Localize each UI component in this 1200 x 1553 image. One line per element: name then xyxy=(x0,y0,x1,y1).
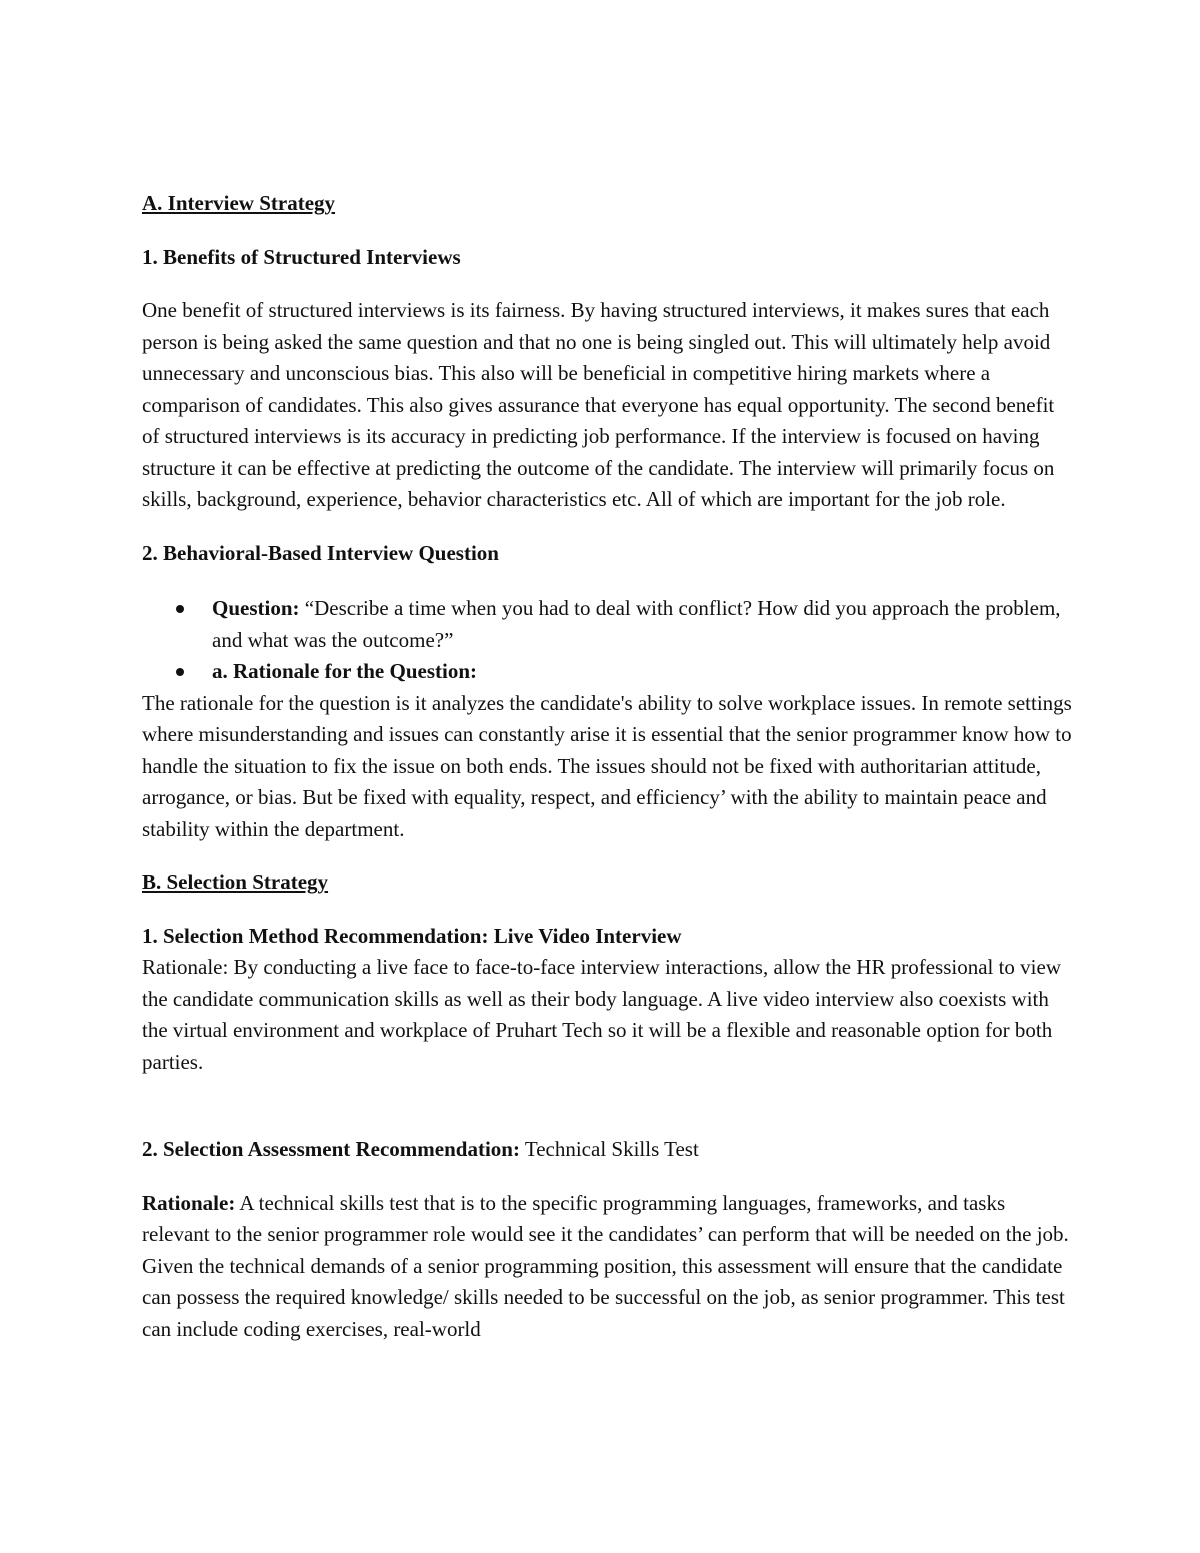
selection-assessment-heading xyxy=(142,1134,1072,1166)
question-label: Question: xyxy=(212,596,300,620)
assessment-rationale-label: Rationale: xyxy=(142,1190,236,1215)
bullet-icon xyxy=(176,605,184,613)
bullet-icon xyxy=(176,668,184,676)
question-text: “Describe a time when you had to deal with conflict? How did you approach the problem, and what was the outcome?” xyxy=(212,596,1061,652)
rationale-label: a. Rationale for the Question: xyxy=(212,659,478,683)
assessment-rationale-paragraph xyxy=(142,1188,1072,1346)
section-b-heading: B. Selection Strategy xyxy=(142,870,329,894)
section-a-heading: A. Interview Strategy xyxy=(142,191,336,215)
behavioral-question-heading: 2. Behavioral-Based Interview Question xyxy=(142,540,499,565)
selection-method-heading: 1. Selection Method Recommendation: Live Video Interview xyxy=(142,923,682,948)
assessment-heading-bold: 2. Selection Assessment Recommendation: xyxy=(142,1137,520,1161)
assessment-rationale-text: A technical skills test that is to the specific programming languages, frameworks, and tasks relevant to the senior programmer role would see it the candidates’ can perform that will be needed on the job. Given the technical demands of a senior programming position, this assessment will ensure that the candidate can possess the required knowledge/ skills needed to be successful on the job, as senior programmer. This test can include coding exercises, real-world xyxy=(142,1190,1069,1341)
question-list xyxy=(142,593,1072,688)
rationale-paragraph: The rationale for the question is it analyzes the candidate's ability to solve workplace issues. In remote settings where misunderstanding and issues can constantly arise it is essential that the senior programmer know how to handle the situation to fix the issue on both ends. The issues should not be fixed with authoritarian attitude, arrogance, or bias. But be fixed with equality, respect, and efficiency’ with the ability to maintain peace and stability within the department. xyxy=(142,690,1072,841)
benefits-heading: 1. Benefits of Structured Interviews xyxy=(142,244,461,269)
assessment-heading-plain: Technical Skills Test xyxy=(519,1137,699,1161)
selection-method-paragraph: Rationale: By conducting a live face to face-to-face interview interactions, allow the HR professional to view the candidate communication skills as well as their body language. A live video interview also coexists with the virtual environment and workplace of Pruhart Tech so it will be a flexible and reasonable option for both parties. xyxy=(142,955,1062,1074)
document-body xyxy=(142,188,1072,1345)
benefits-paragraph: One benefit of structured interviews is its fairness. By having structured interviews, it makes sures that each person is being asked the same question and that no one is being singled out. This will ultimately help avoid unnecessary and unconscious bias. This also will be beneficial in competitive hiring markets where a comparison of candidates. This also gives assurance that everyone has equal opportunity. The second benefit of structured interviews is its accuracy in predicting job performance. If the interview is focused on having structure it can be effective at predicting the outcome of the candidate. The interview will primarily focus on skills, background, experience, behavior characteristics etc. All of which are important for the job role. xyxy=(142,298,1055,511)
list-item-question xyxy=(142,593,1072,656)
list-item-rationale xyxy=(142,656,1072,688)
